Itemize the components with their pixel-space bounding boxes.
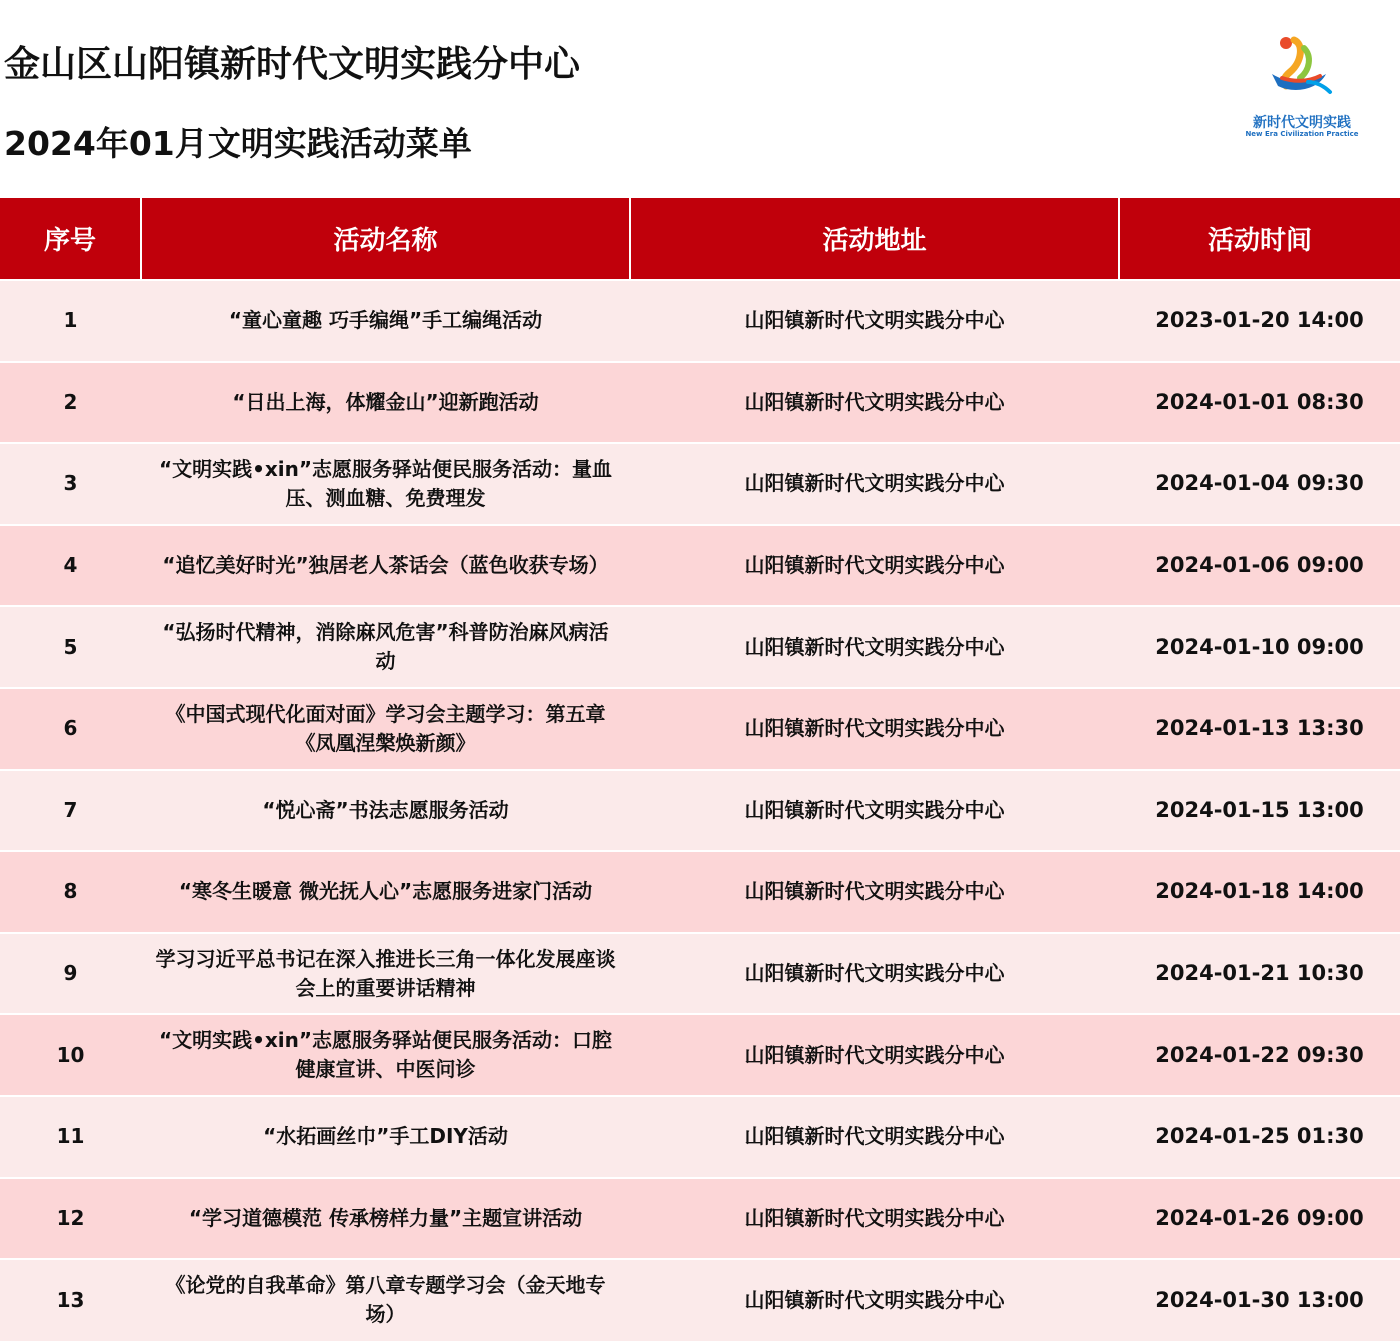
cell-address: 山阳镇新时代文明实践分中心 (630, 851, 1119, 933)
cell-no: 9 (0, 933, 141, 1015)
cell-time: 2024-01-21 10:30 (1119, 933, 1400, 1015)
table-row (0, 525, 1400, 607)
cell-time: 2024-01-01 08:30 (1119, 362, 1400, 444)
table-row (0, 1259, 1400, 1341)
column-header-address: 活动地址 (630, 198, 1119, 280)
cell-name: “悦心斋”书法志愿服务活动 (141, 770, 630, 852)
cell-time: 2023-01-20 14:00 (1119, 280, 1400, 362)
cell-no: 2 (0, 362, 141, 444)
cell-address: 山阳镇新时代文明实践分中心 (630, 1178, 1119, 1260)
cell-time: 2024-01-26 09:00 (1119, 1178, 1400, 1260)
cell-name: “弘扬时代精神，消除麻风危害”科普防治麻风病活动 (141, 606, 630, 688)
cell-address: 山阳镇新时代文明实践分中心 (630, 362, 1119, 444)
table-row (0, 606, 1400, 688)
cell-address: 山阳镇新时代文明实践分中心 (630, 1014, 1119, 1096)
cell-address: 山阳镇新时代文明实践分中心 (630, 525, 1119, 607)
cell-name: “追忆美好时光”独居老人茶话会（蓝色收获专场） (141, 525, 630, 607)
civilization-practice-logo (1238, 34, 1366, 146)
cell-name: 学习习近平总书记在深入推进长三角一体化发展座谈会上的重要讲话精神 (141, 933, 630, 1015)
cell-time: 2024-01-04 09:30 (1119, 443, 1400, 525)
cell-address: 山阳镇新时代文明实践分中心 (630, 688, 1119, 770)
cell-time: 2024-01-22 09:30 (1119, 1014, 1400, 1096)
cell-name: 《论党的自我革命》第八章专题学习会（金天地专场） (141, 1259, 630, 1341)
cell-no: 3 (0, 443, 141, 525)
logo-text-en: New Era Civilization Practice (1245, 130, 1359, 138)
cell-name: “寒冬生暖意 微光抚人心”志愿服务进家门活动 (141, 851, 630, 933)
logo-emblem-icon (1264, 34, 1340, 104)
table-row (0, 851, 1400, 933)
cell-address: 山阳镇新时代文明实践分中心 (630, 770, 1119, 852)
cell-name: “文明实践•xin”志愿服务驿站便民服务活动：口腔健康宣讲、中医问诊 (141, 1014, 630, 1096)
cell-address: 山阳镇新时代文明实践分中心 (630, 280, 1119, 362)
cell-address: 山阳镇新时代文明实践分中心 (630, 443, 1119, 525)
cell-address: 山阳镇新时代文明实践分中心 (630, 1096, 1119, 1178)
cell-time: 2024-01-15 13:00 (1119, 770, 1400, 852)
cell-name: “水拓画丝巾”手工DIY活动 (141, 1096, 630, 1178)
cell-no: 10 (0, 1014, 141, 1096)
cell-no: 4 (0, 525, 141, 607)
cell-time: 2024-01-10 09:00 (1119, 606, 1400, 688)
table-row (0, 280, 1400, 362)
cell-no: 6 (0, 688, 141, 770)
cell-time: 2024-01-25 01:30 (1119, 1096, 1400, 1178)
column-header-time: 活动时间 (1119, 198, 1400, 280)
cell-name: 《中国式现代化面对面》学习会主题学习：第五章《凤凰涅槃焕新颜》 (141, 688, 630, 770)
table-row (0, 770, 1400, 852)
cell-no: 12 (0, 1178, 141, 1260)
cell-no: 1 (0, 280, 141, 362)
cell-no: 8 (0, 851, 141, 933)
page-header (0, 0, 1400, 198)
cell-name: “日出上海，体耀金山”迎新跑活动 (141, 362, 630, 444)
cell-time: 2024-01-30 13:00 (1119, 1259, 1400, 1341)
table-row (0, 688, 1400, 770)
cell-no: 7 (0, 770, 141, 852)
cell-no: 11 (0, 1096, 141, 1178)
cell-address: 山阳镇新时代文明实践分中心 (630, 606, 1119, 688)
page-subtitle: 2024年01月文明实践活动菜单 (4, 124, 472, 163)
cell-name: “童心童趣 巧手编绳”手工编绳活动 (141, 280, 630, 362)
table-header-row (0, 198, 1400, 280)
activity-table (0, 198, 1400, 1341)
table-row (0, 933, 1400, 1015)
cell-no: 5 (0, 606, 141, 688)
cell-name: “学习道德模范 传承榜样力量”主题宣讲活动 (141, 1178, 630, 1260)
table-row (0, 443, 1400, 525)
cell-address: 山阳镇新时代文明实践分中心 (630, 1259, 1119, 1341)
cell-time: 2024-01-13 13:30 (1119, 688, 1400, 770)
cell-address: 山阳镇新时代文明实践分中心 (630, 933, 1119, 1015)
column-header-name: 活动名称 (141, 198, 630, 280)
cell-name: “文明实践•xin”志愿服务驿站便民服务活动：量血压、测血糖、免费理发 (141, 443, 630, 525)
table-row (0, 1096, 1400, 1178)
cell-time: 2024-01-18 14:00 (1119, 851, 1400, 933)
cell-no: 13 (0, 1259, 141, 1341)
logo-text-cn: 新时代文明实践 (1253, 115, 1351, 131)
column-header-no: 序号 (0, 198, 141, 280)
table-row (0, 1014, 1400, 1096)
table-row (0, 362, 1400, 444)
table-row (0, 1178, 1400, 1260)
page-title: 金山区山阳镇新时代文明实践分中心 (4, 44, 581, 85)
cell-time: 2024-01-06 09:00 (1119, 525, 1400, 607)
